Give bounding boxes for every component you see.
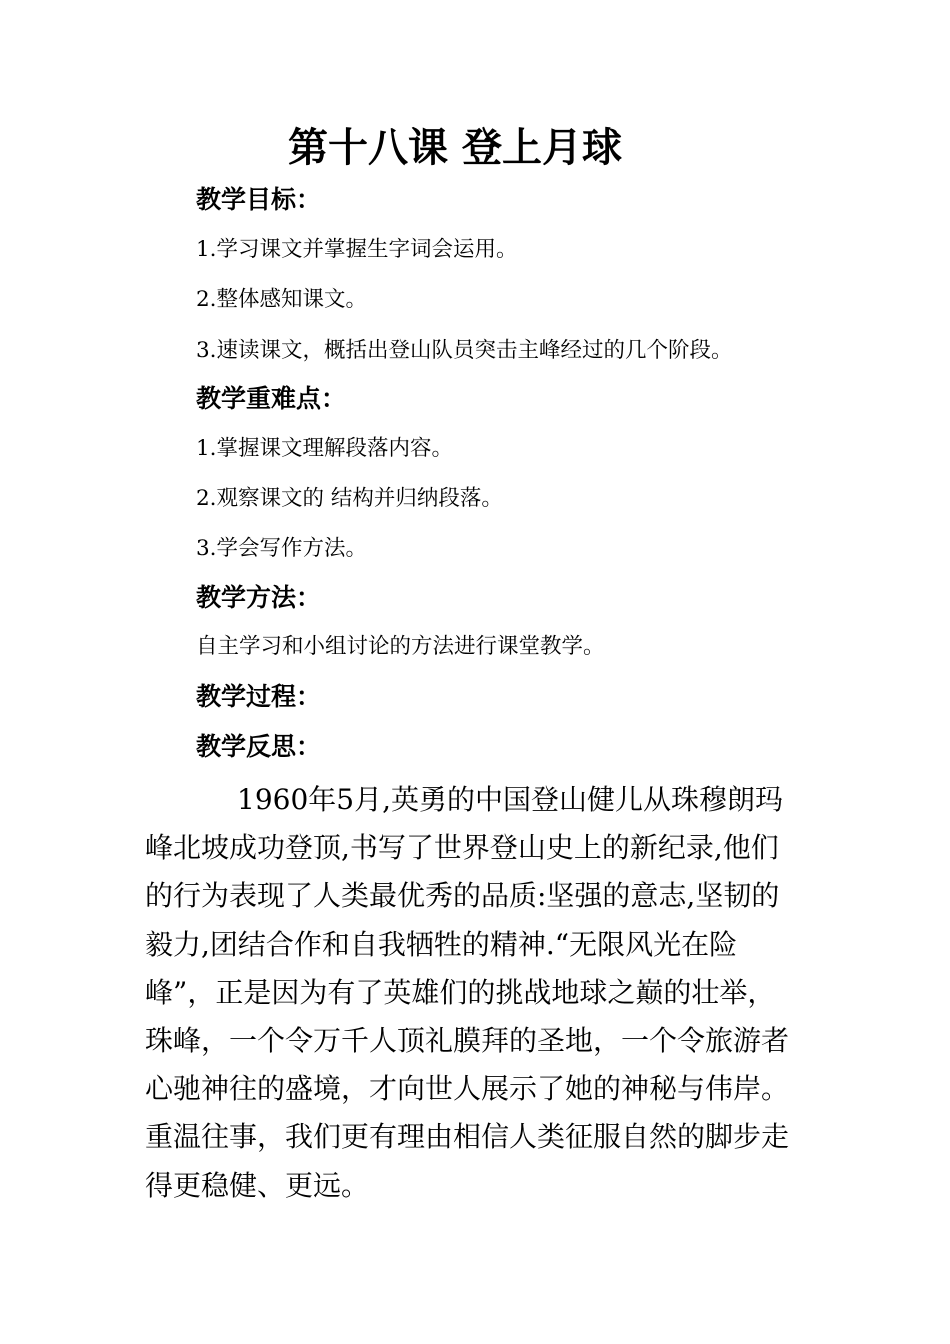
- key-points-heading: 教学重难点：: [196, 384, 347, 413]
- paragraph-line: 得更稳健、更远。: [145, 1168, 370, 1202]
- lesson-title: 第十八课 登上月球: [288, 125, 622, 171]
- paragraph-line: 重温往事，我们更有理由相信人类征服自然的脚步走: [145, 1120, 790, 1154]
- method-text: 自主学习和小组讨论的方法进行课堂教学。: [196, 634, 605, 659]
- objective-item-1: 1.学习课文并掌握生字词会运用。: [196, 237, 518, 262]
- objectives-heading: 教学目标：: [196, 185, 322, 214]
- key-point-item-3: 3.学会写作方法。: [196, 536, 368, 561]
- paragraph-line: 的行为表现了人类最优秀的品质:坚强的意志,坚韧的: [145, 879, 780, 913]
- paragraph-line: 1960年5月,英勇的中国登山健儿从珠穆朗玛: [237, 783, 783, 816]
- reflection-heading: 教学反思：: [196, 732, 322, 761]
- objective-item-3: 3.速读课文，概括出登山队员突击主峰经过的几个阶段。: [196, 338, 733, 363]
- paragraph-line: 毅力,团结合作和自我牺牲的精神.“无限风光在险: [145, 927, 738, 961]
- paragraph-line: 心驰神往的盛境，才向世人展示了她的神秘与伟岸。: [145, 1072, 790, 1106]
- reflection-paragraph: [145, 776, 825, 1210]
- key-point-item-1: 1.掌握课文理解段落内容。: [196, 436, 454, 461]
- paragraph-line: 珠峰，一个令万千人顶礼膜拜的圣地，一个令旅游者: [145, 1023, 790, 1057]
- paragraph-line: 峰”，正是因为有了英雄们的挑战地球之巅的壮举，: [145, 975, 776, 1009]
- process-heading: 教学过程：: [196, 682, 322, 711]
- objective-item-2: 2.整体感知课文。: [196, 287, 368, 312]
- key-point-item-2: 2.观察课文的 结构并归纳段落。: [196, 486, 503, 511]
- paragraph-line: 峰北坡成功登顶,书写了世界登山史上的新纪录,他们: [145, 831, 779, 865]
- method-heading: 教学方法：: [196, 583, 322, 612]
